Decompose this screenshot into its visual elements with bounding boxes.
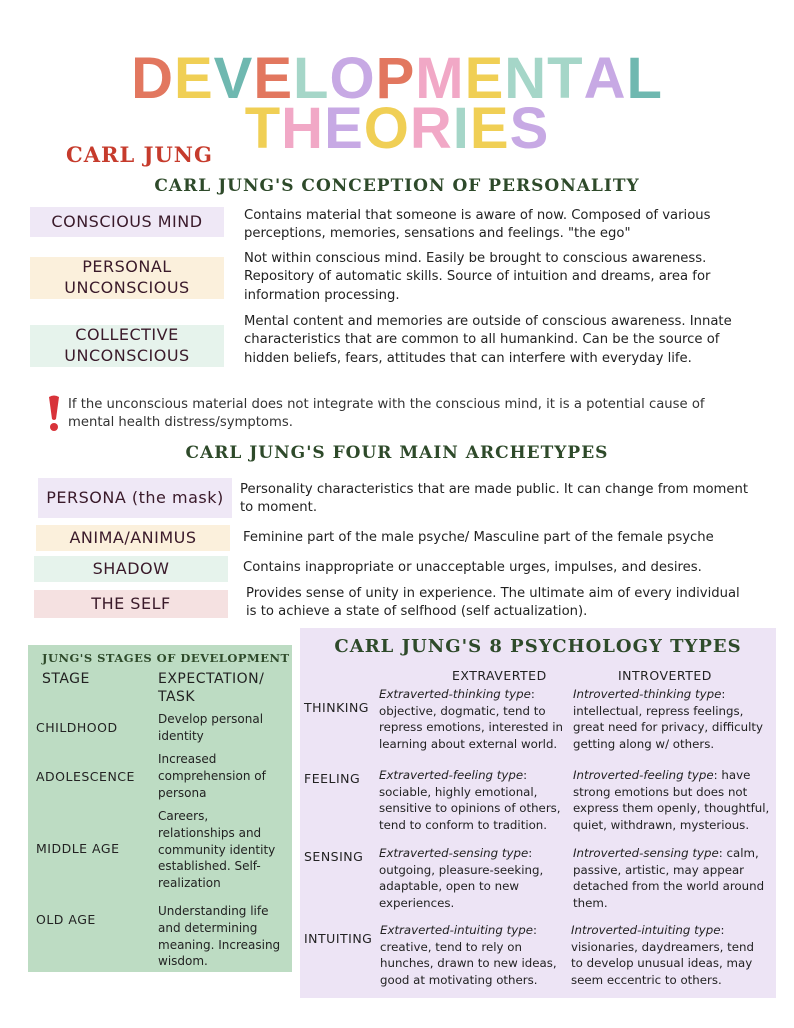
title-letter: D	[131, 46, 174, 111]
the-self-label: THE SELF	[34, 590, 228, 618]
title-letter: R	[409, 96, 453, 161]
task-adolescence: Increased comprehension of persona	[158, 752, 266, 800]
extraverted-feeling-cell	[379, 767, 569, 833]
extraverted-intuiting-cell	[380, 922, 570, 988]
title-letter: P	[375, 46, 416, 111]
title-letter: T	[547, 46, 584, 111]
stage-childhood: CHILDHOOD	[36, 720, 118, 735]
conscious-mind-description: Contains material that someone is aware of now. Composed of various perceptions, memories, sensations and feelings. "the ego"	[244, 208, 711, 242]
persona-description: Personality characteristics that are made public. It can change from moment to moment.	[240, 482, 749, 516]
subtitle: CARL JUNG	[66, 142, 213, 167]
title-letter: O	[329, 46, 376, 111]
title-letter: E	[464, 46, 505, 111]
type-description: : calm, passive, artistic, may appear detached from the world around them.	[573, 846, 765, 910]
title-letter: N	[504, 46, 548, 111]
type-name: Introverted-sensing type	[573, 846, 719, 860]
extraverted-column-header: EXTRAVERTED	[452, 668, 547, 683]
title-letter: O	[363, 96, 410, 161]
title-letter: V	[213, 46, 254, 111]
type-name: Extraverted-thinking type	[379, 687, 531, 701]
personal-unconscious-description: Not within conscious mind. Easily be brought to conscious awareness. Repository of automatic skills. Source of intuition and dreams, area for information processing.	[244, 251, 711, 303]
sensing-label: SENSING	[304, 849, 364, 864]
type-description: : sociable, highly emotional, sensitive to opinions of others, tend to conform to tradition.	[379, 768, 561, 832]
introverted-thinking-cell	[573, 686, 771, 752]
extraverted-sensing-cell	[379, 845, 569, 911]
feeling-label: FEELING	[304, 771, 361, 786]
conscious-mind-label: CONSCIOUS MIND	[30, 207, 224, 237]
title-letter: E	[173, 46, 214, 111]
unconscious-note: If the unconscious material does not integrate with the conscious mind, it is a potential cause of mental health distress/symptoms.	[68, 397, 705, 431]
anima-animus-label: ANIMA/ANIMUS	[36, 525, 230, 551]
introverted-sensing-cell	[573, 845, 771, 911]
task-middle-age: Careers, relationships and community identity established. Self-realization	[158, 809, 276, 891]
type-name: Extraverted-sensing type	[379, 846, 529, 860]
stage-column-header: STAGE	[42, 671, 90, 687]
stage-old-age: OLD AGE	[36, 912, 96, 927]
title-letter: I	[452, 96, 470, 161]
shadow-description: Contains inappropriate or unacceptable urges, impulses, and desires.	[243, 560, 702, 575]
type-name: Introverted-feeling type	[573, 768, 714, 782]
thinking-label: THINKING	[304, 700, 369, 715]
type-description: : objective, dogmatic, tend to repress emotions, interested in learning about external world.	[379, 687, 563, 751]
personal-unconscious-label: PERSONAL UNCONSCIOUS	[30, 257, 224, 299]
title-letter: L	[293, 46, 330, 111]
task-old-age: Understanding life and determining meaning. Increasing wisdom.	[158, 904, 281, 969]
the-self-description: Provides sense of unity in experience. The ultimate aim of every individual is to achieve a state of selfhood (self actualization).	[246, 586, 740, 620]
personality-heading: CARL JUNG'S CONCEPTION OF PERSONALITY	[154, 176, 640, 196]
title-letter: M	[415, 46, 465, 111]
type-description: : outgoing, pleasure-seeking, adaptable, open to new experiences.	[379, 846, 544, 910]
type-description: : creative, tend to rely on hunches, drawn to new ideas, good at motivating others.	[380, 923, 557, 987]
type-description: : intellectual, repress feelings, great need for privacy, difficulty getting along w/ others.	[573, 687, 763, 751]
types-title: CARL JUNG'S 8 PSYCHOLOGY TYPES	[334, 636, 742, 657]
type-name: Introverted-intuiting type	[571, 923, 721, 937]
type-name: Extraverted-intuiting type	[380, 923, 533, 937]
archetypes-heading: CARL JUNG'S FOUR MAIN ARCHETYPES	[185, 443, 609, 463]
task-column-header: EXPECTATION/ TASK	[158, 671, 265, 705]
introverted-column-header: INTROVERTED	[618, 668, 712, 683]
type-description: : have strong emotions but does not express them openly, thoughtful, quiet, withdrawn, mysterious.	[573, 768, 770, 832]
type-description: : visionaries, daydreamers, tend to develop unusual ideas, may seem eccentric to others.	[571, 923, 754, 987]
title-letter: E	[253, 46, 294, 111]
extraverted-thinking-cell	[379, 686, 569, 752]
title-letter: A	[583, 46, 627, 111]
type-name: Extraverted-feeling type	[379, 768, 524, 782]
introverted-feeling-cell	[573, 767, 771, 833]
title-letter: L	[626, 46, 663, 111]
types-panel	[300, 628, 776, 998]
title-letter: T	[244, 96, 282, 161]
title-letter: E	[469, 96, 510, 161]
stage-middle-age: MIDDLE AGE	[36, 841, 120, 856]
title-letter: H	[281, 96, 325, 161]
shadow-label: SHADOW	[34, 556, 228, 582]
persona-label: PERSONA (the mask)	[38, 478, 232, 518]
intuiting-label: INTUITING	[304, 931, 373, 946]
stages-panel	[28, 645, 292, 972]
collective-unconscious-description: Mental content and memories are outside of conscious awareness. Innate characteristics that are common to all humankind. Can be the source of hidden beliefs, fears, attitudes that can interfere with everyday life.	[244, 314, 732, 366]
collective-unconscious-label: COLLECTIVE UNCONSCIOUS	[30, 325, 224, 367]
stage-adolescence: ADOLESCENCE	[36, 769, 135, 784]
title-letter: S	[509, 96, 550, 161]
anima-animus-description: Feminine part of the male psyche/ Masculine part of the female psyche	[243, 530, 714, 545]
introverted-intuiting-cell	[571, 922, 769, 988]
type-name: Introverted-thinking type	[573, 687, 722, 701]
exclamation-icon	[46, 395, 62, 433]
task-childhood: Develop personal identity	[158, 712, 264, 743]
stages-title: JUNG'S STAGES OF DEVELOPMENT	[42, 651, 290, 665]
title-letter: E	[324, 96, 364, 161]
